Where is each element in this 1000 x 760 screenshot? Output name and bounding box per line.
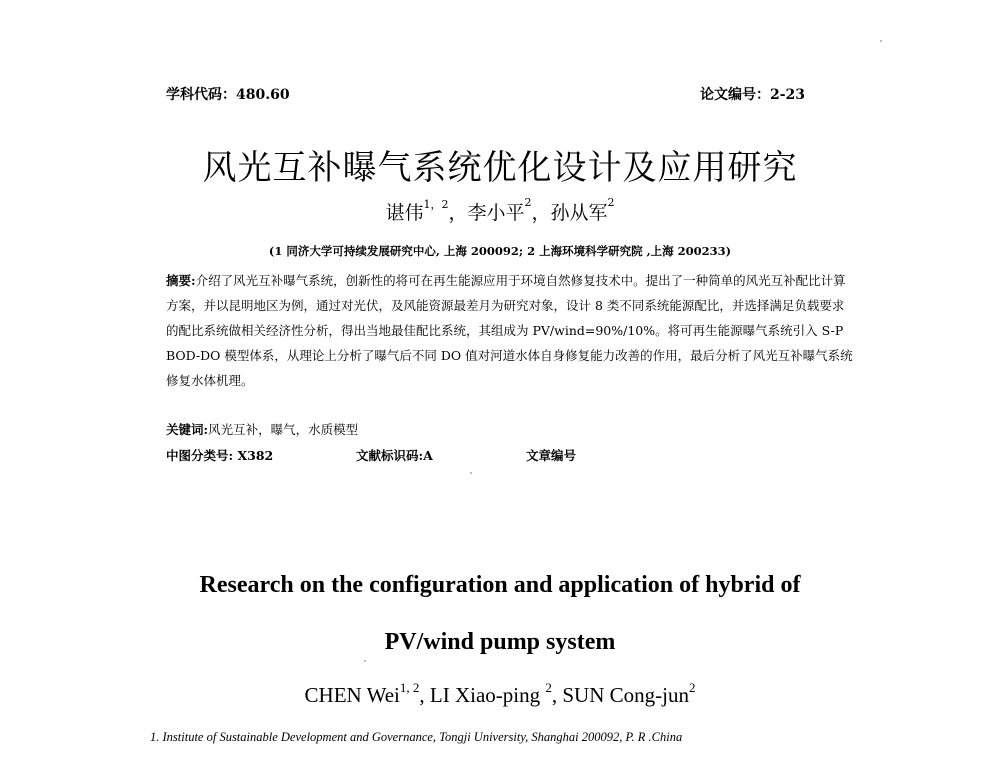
abstract-label: 摘要:: [166, 273, 196, 288]
author-separator: ，: [448, 202, 468, 224]
author-cn-2-affil: 2: [524, 196, 532, 209]
author-en-1-affil: 1, 2: [399, 680, 420, 695]
affiliation-cn: (1 同济大学可持续发展研究中心, 上海 200092; 2 上海环境科学研究院 ,上海 200233): [268, 244, 732, 258]
document-code: 文献标识码:A: [356, 448, 433, 463]
affiliation-en: 1. Institute of Sustainable Development and Governance, Tongji University, Shanghai 200092, P. R .China: [150, 730, 683, 744]
subject-code: 学科代码：480.60: [166, 87, 290, 103]
article-number: 文章编号: [526, 448, 577, 463]
paper-title-cn: 风光互补曝气系统优化设计及应用研究: [202, 148, 798, 188]
author-cn-1-affil: 1，2: [423, 198, 449, 211]
author-cn-1: 谌伟: [385, 202, 424, 224]
author-cn-3: 孙从军: [550, 202, 608, 224]
abstract-text: 介绍了风光互补曝气系统，创新性的将可在再生能源应用于环境自然修复技术中。提出了一种简单的风光互补配比计算方案，并以昆明地区为例，通过对光伏，及风能资源最差月为研究对象，设计 8 类不同系统能源配比，并选择满足负载要求的配比系统做相关经济性分析，得出当地最佳配比系统，其组成为 PV/wind=90%/10%。将可再生能源曝气系统引入 S-P BOD-DO 模型体系，从理论上分析了曝气后不同 DO 值对河道水体自身修复能力改善的作用，最后分析了风光互补曝气系统修复水体机理。: [166, 273, 853, 388]
author-separator: ,: [551, 683, 563, 707]
author-cn-2: 李小平: [467, 202, 525, 224]
clc-number: 中图分类号: X382: [166, 448, 274, 463]
author-en-2: LI Xiao-ping: [429, 683, 546, 707]
author-en-2-affil: 2: [545, 680, 552, 695]
paper-number: 论文编号：2-23: [700, 87, 806, 103]
author-en-3: SUN Cong-jun: [562, 683, 689, 707]
author-en-3-affil: 2: [688, 680, 696, 695]
scan-speck: [470, 472, 472, 474]
keywords-text: 风光互补，曝气，水质模型: [208, 422, 359, 437]
author-separator: ，: [531, 202, 551, 224]
paper-title-en-line2: PV/wind pump system: [384, 629, 616, 655]
abstract: [166, 268, 856, 393]
author-cn-3-affil: 2: [607, 196, 615, 209]
scan-speck: [880, 40, 882, 42]
keywords-label: 关键词:: [166, 422, 209, 437]
authors-cn: [0, 198, 1000, 225]
author-separator: ,: [419, 683, 430, 707]
authors-en: [0, 680, 1000, 708]
keywords: [166, 420, 358, 438]
author-en-1: CHEN Wei: [304, 683, 400, 707]
scan-speck: [364, 660, 366, 662]
paper-title-en-line1: Research on the configuration and application of hybrid of: [199, 572, 801, 598]
